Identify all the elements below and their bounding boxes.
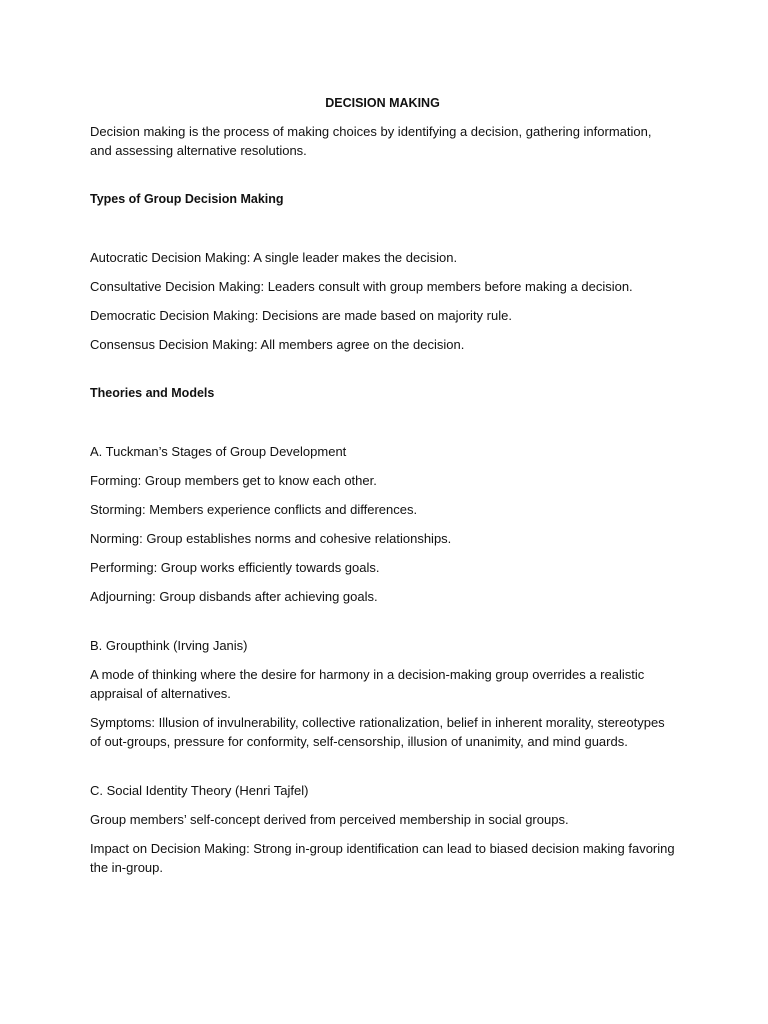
groupthink-symptoms: Symptoms: Illusion of invulnerability, collective rationalization, belief in inherent morality, stereotypes of out-groups, pressure for conformity, self-censorship, illusion of unanimity, and mind guards. xyxy=(90,715,665,749)
social-identity-impact: Impact on Decision Making: Strong in-group identification can lead to biased decision making favoring the in-group. xyxy=(90,841,675,875)
stage-forming: Forming: Group members get to know each other. xyxy=(90,473,377,488)
stage-adjourning: Adjourning: Group disbands after achieving goals. xyxy=(90,589,378,604)
intro-paragraph: Decision making is the process of making choices by identifying a decision, gathering information, and assessing alternative resolutions. xyxy=(90,124,652,158)
theories-heading: Theories and Models xyxy=(90,386,215,400)
stage-performing: Performing: Group works efficiently towards goals. xyxy=(90,560,380,575)
document-title: DECISION MAKING xyxy=(325,96,440,110)
groupthink-heading: B. Groupthink (Irving Janis) xyxy=(90,638,248,653)
document-body xyxy=(90,94,675,887)
type-consensus: Consensus Decision Making: All members agree on the decision. xyxy=(90,337,465,352)
stage-storming: Storming: Members experience conflicts and differences. xyxy=(90,502,418,517)
type-consultative: Consultative Decision Making: Leaders consult with group members before making a decision. xyxy=(90,279,633,294)
type-democratic: Democratic Decision Making: Decisions are made based on majority rule. xyxy=(90,308,512,323)
tuckman-heading: A. Tuckman’s Stages of Group Development xyxy=(90,444,347,459)
types-heading: Types of Group Decision Making xyxy=(90,192,284,206)
social-identity-definition: Group members’ self-concept derived from perceived membership in social groups. xyxy=(90,812,569,827)
stage-norming: Norming: Group establishes norms and cohesive relationships. xyxy=(90,531,452,546)
groupthink-definition: A mode of thinking where the desire for harmony in a decision-making group overrides a realistic appraisal of alternatives. xyxy=(90,667,645,701)
social-identity-heading: C. Social Identity Theory (Henri Tajfel) xyxy=(90,783,309,798)
type-autocratic: Autocratic Decision Making: A single leader makes the decision. xyxy=(90,250,458,265)
